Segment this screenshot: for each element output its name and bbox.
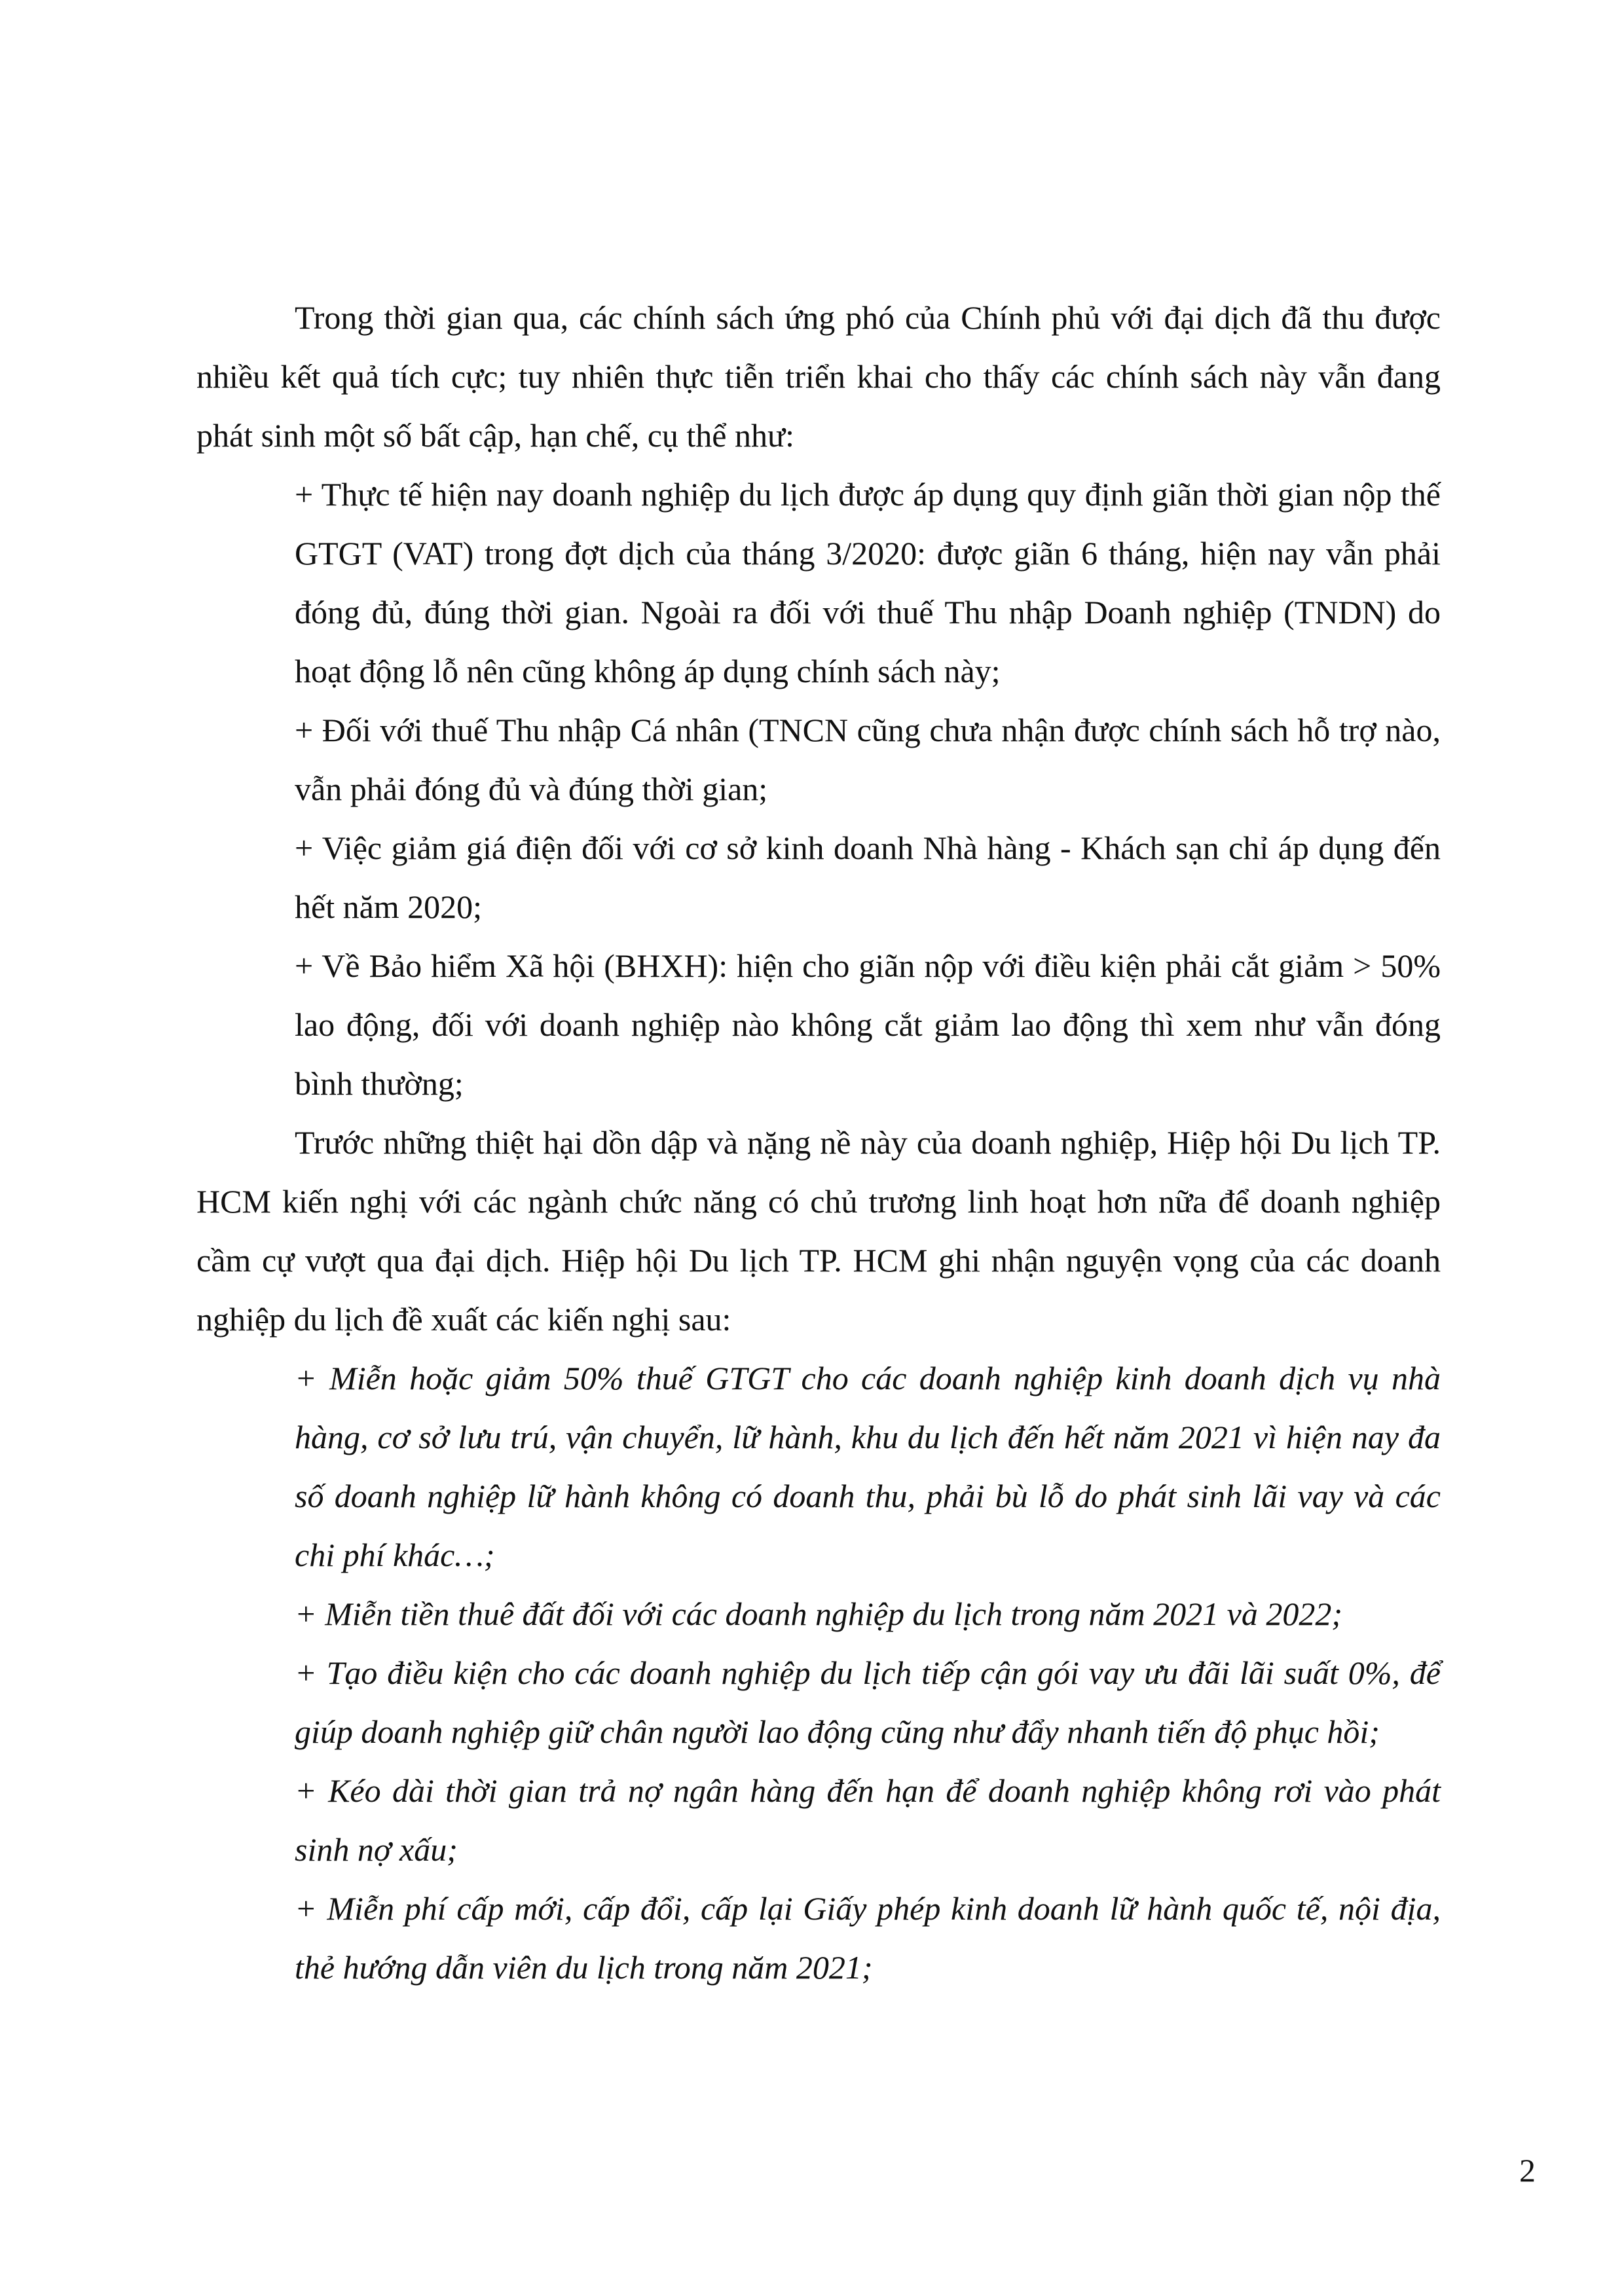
proposal-item-land-rent: + Miễn tiền thuê đất đối với các doanh nghiệp du lịch trong năm 2021 và 2022;	[295, 1595, 1342, 1632]
issue-item-bhxh: + Về Bảo hiểm Xã hội (BHXH): hiện cho giãn nộp với điều kiện phải cắt giảm > 50% lao động, đối với doanh nghiệp nào không cắt giảm lao động thì xem như vẫn đóng bình thường;	[295, 947, 1441, 1102]
proposal-item-vat-reduction: + Miễn hoặc giảm 50% thuế GTGT cho các doanh nghiệp kinh doanh dịch vụ nhà hàng, cơ sở lưu trú, vận chuyển, lữ hành, khu du lịch đến hết năm 2021 vì hiện nay đa số doanh nghiệp lữ hành không có doanh thu, phải bù lỗ do phát sinh lãi vay và các chi phí khác…;	[295, 1360, 1441, 1573]
page-body	[196, 288, 1441, 1997]
page-number: 2	[1519, 2152, 1536, 2189]
issue-item-tncn: + Đối với thuế Thu nhập Cá nhân (TNCN cũng chưa nhận được chính sách hỗ trợ nào, vẫn phải đóng đủ và đúng thời gian;	[295, 712, 1441, 807]
issue-item-vat: + Thực tế hiện nay doanh nghiệp du lịch được áp dụng quy định giãn thời gian nộp thế GTGT (VAT) trong đợt dịch của tháng 3/2020: được giãn 6 tháng, hiện nay vẫn phải đóng đủ, đúng thời gian. Ngoài ra đối với thuế Thu nhập Doanh nghiệp (TNDN) do hoạt động lỗ nên cũng không áp dụng chính sách này;	[295, 476, 1441, 689]
transition-paragraph: Trước những thiệt hại dồn dập và nặng nề này của doanh nghiệp, Hiệp hội Du lịch TP. HCM kiến nghị với các ngành chức năng có chủ trương linh hoạt hơn nữa để doanh nghiệp cầm cự vượt qua đại dịch. Hiệp hội Du lịch TP. HCM ghi nhận nguyện vọng của các doanh nghiệp du lịch đề xuất các kiến nghị sau:	[196, 1124, 1441, 1338]
intro-paragraph: Trong thời gian qua, các chính sách ứng phó của Chính phủ với đại dịch đã thu được nhiều kết quả tích cực; tuy nhiên thực tiễn triển khai cho thấy các chính sách này vẫn đang phát sinh một số bất cập, hạn chế, cụ thể như:	[196, 299, 1441, 454]
proposal-item-loans: + Tạo điều kiện cho các doanh nghiệp du lịch tiếp cận gói vay ưu đãi lãi suất 0%, để giúp doanh nghiệp giữ chân người lao động cũng như đẩy nhanh tiến độ phục hồi;	[295, 1654, 1441, 1750]
proposal-item-licence-fees: + Miễn phí cấp mới, cấp đổi, cấp lại Giấy phép kinh doanh lữ hành quốc tế, nội địa, thẻ hướng dẫn viên du lịch trong năm 2021;	[295, 1890, 1441, 1986]
proposal-item-debt-extension: + Kéo dài thời gian trả nợ ngân hàng đến hạn để doanh nghiệp không rơi vào phát sinh nợ xấu;	[295, 1772, 1441, 1868]
issue-item-electricity: + Việc giảm giá điện đối với cơ sở kinh doanh Nhà hàng - Khách sạn chỉ áp dụng đến hết năm 2020;	[295, 829, 1441, 925]
